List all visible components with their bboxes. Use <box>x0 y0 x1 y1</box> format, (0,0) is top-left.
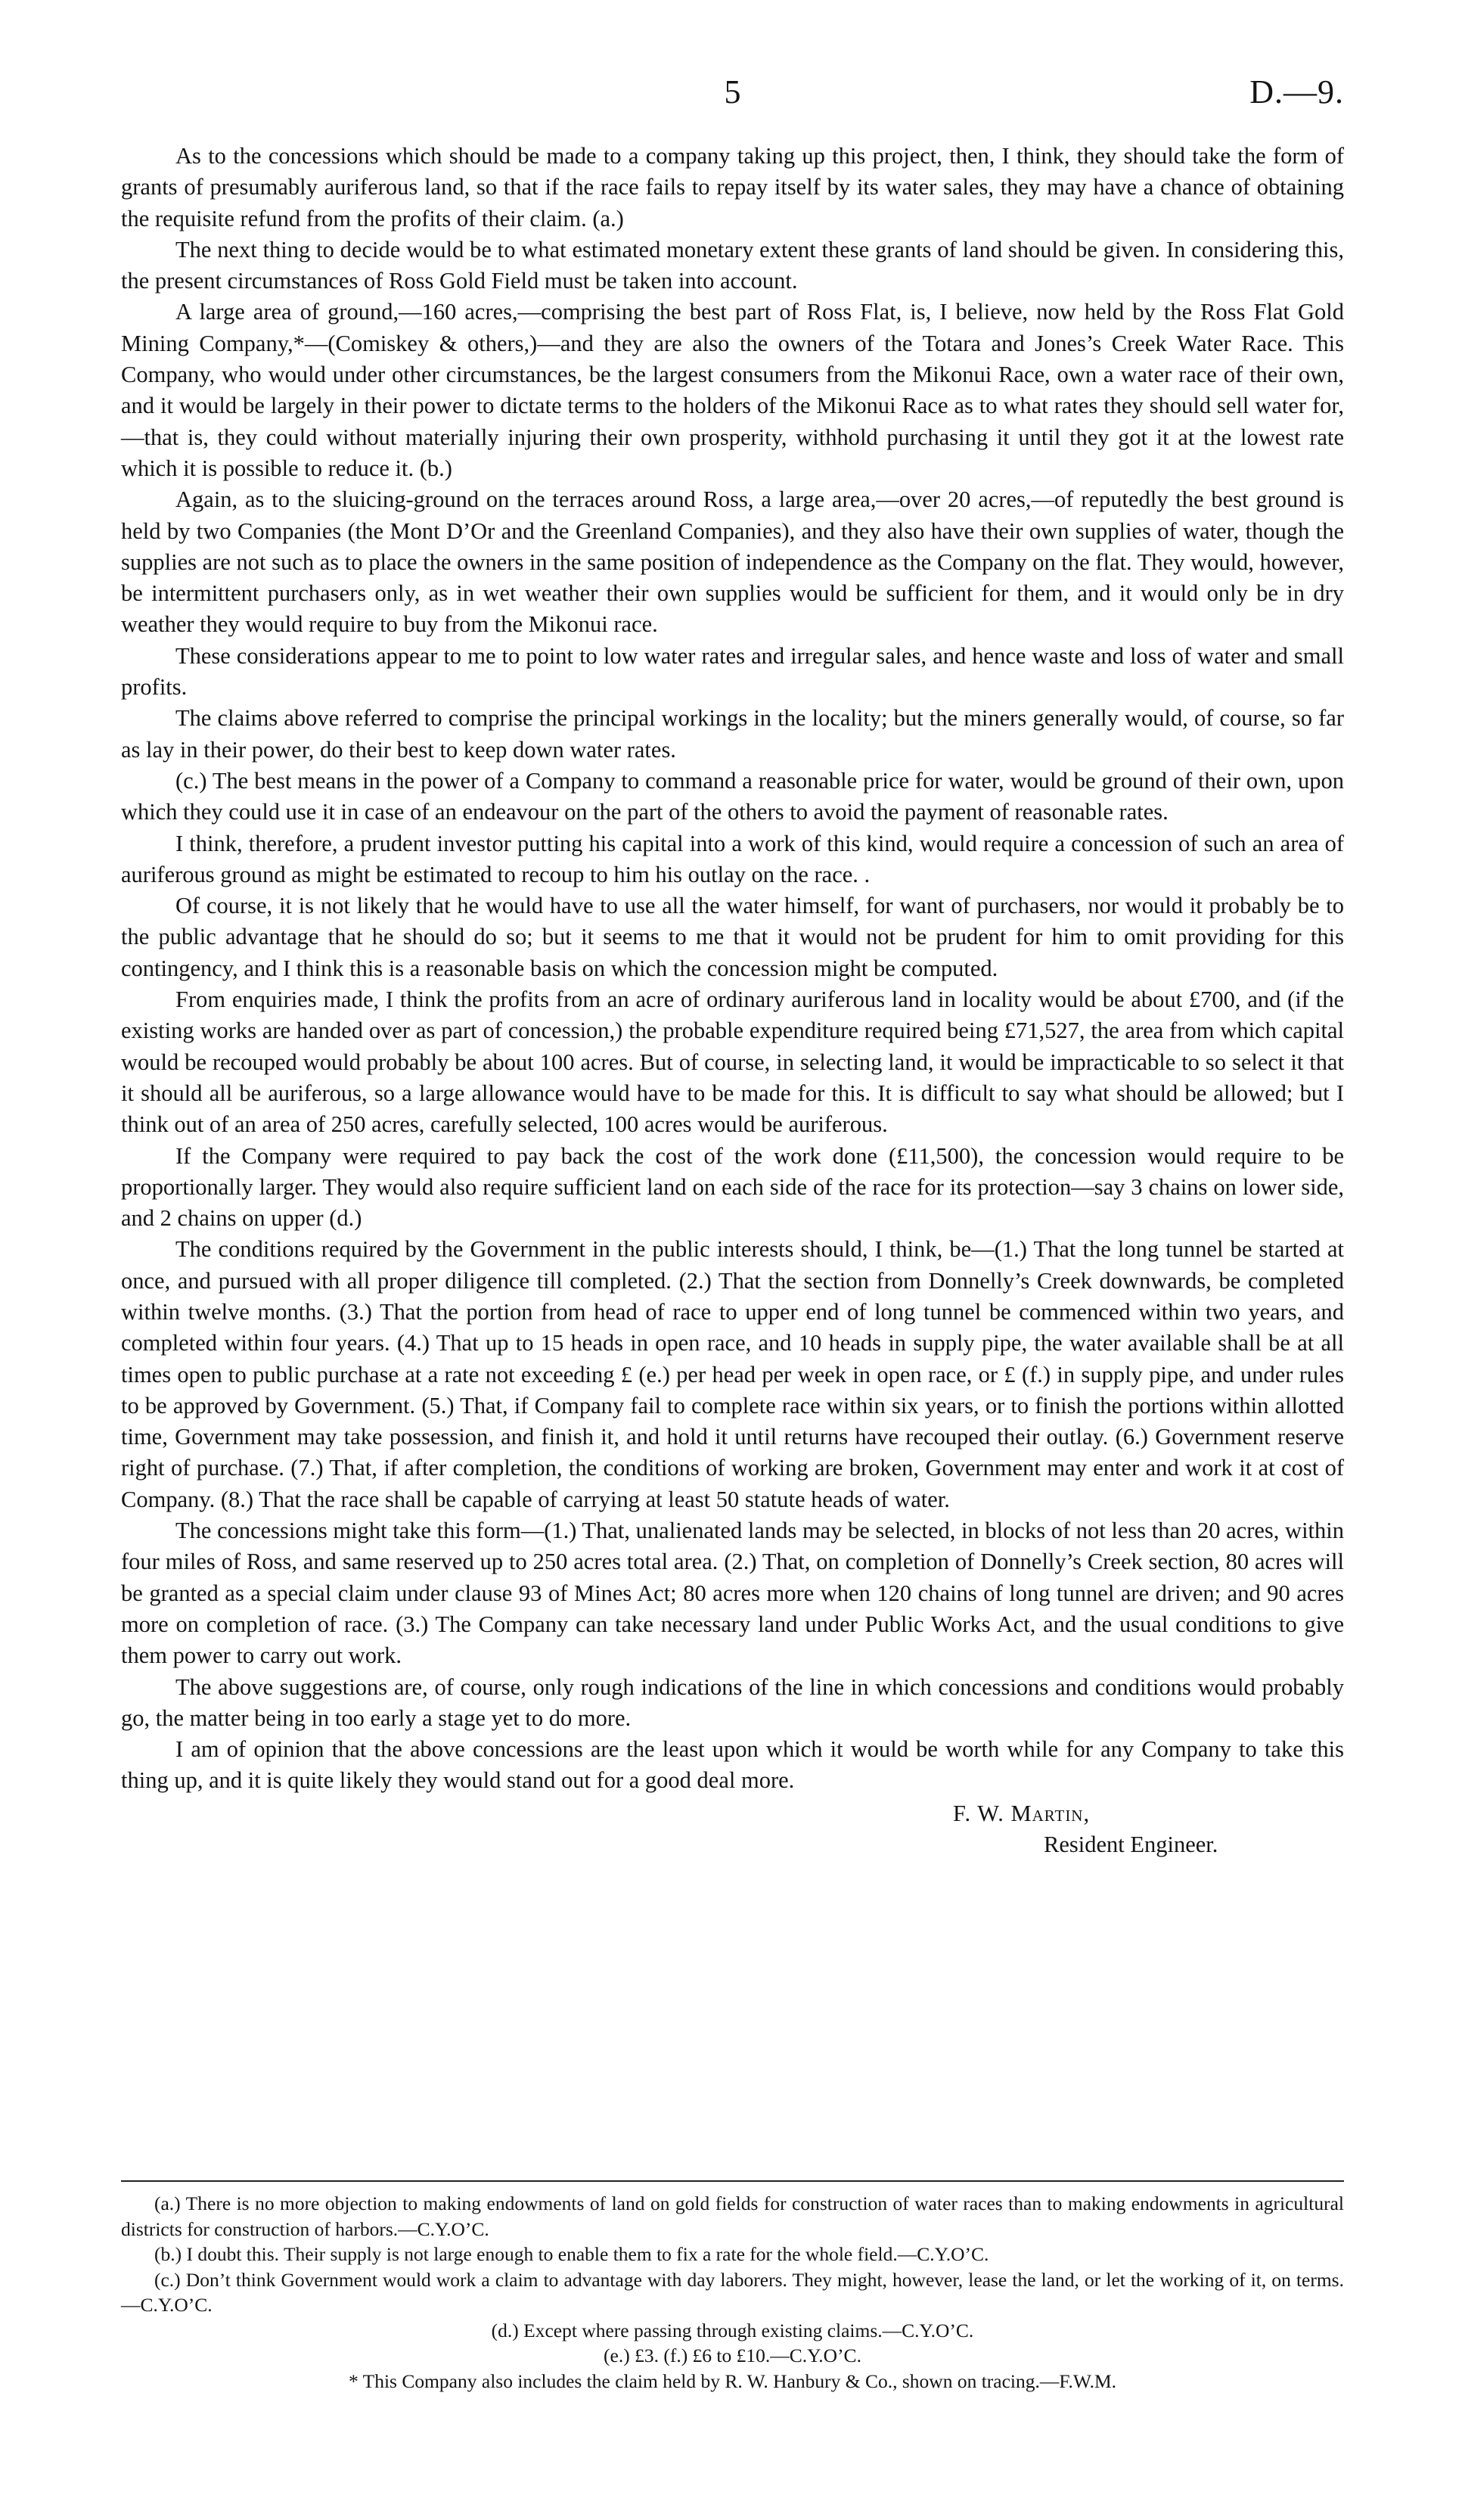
page-header <box>121 70 1344 115</box>
body-text <box>121 141 1344 1860</box>
paragraph: The conditions required by the Government in the public interests should, I think, be—(1.) That the long tunnel be started at once, and pursued with all proper diligence till completed. (2.) That the section from Donnelly’s Creek downwards, be completed within twelve months. (3.) That the portion from head of race to upper end of long tunnel be commenced within two years, and completed within four years. (4.) That up to 15 heads in open race, and 10 heads in supply pipe, the water available shall be at all times open to public purchase at a rate not exceeding £ (e.) per head per week in open race, or £ (f.) in supply pipe, and under rules to be approved by Government. (5.) That, if Company fail to complete race within six years, or to finish the portions within allotted time, Government may take possession, and finish it, and hold it until returns have recouped their outlay. (6.) Government reserve right of purchase. (7.) That, if after completion, the conditions of working are broken, Government may enter and work it at cost of Company. (8.) That the race shall be capable of carrying at least 50 statute heads of water. <box>121 1236 1344 1512</box>
signature-block <box>121 1798 1344 1861</box>
paragraph: If the Company were required to pay back the cost of the work done (£11,500), the concession would require to be proportionally larger. They would also require sufficient land on each side of the race for its protection—say 3 chains on lower side, and 2 chains on upper (d.) <box>121 1142 1344 1232</box>
footnote: (c.) Don’t think Government would work a claim to advantage with day laborers. They might, however, lease the land, or let the working of it, on terms.—C.Y.O’C. <box>121 2268 1344 2316</box>
paragraph: Again, as to the sluicing-ground on the terraces around Ross, a large area,—over 20 acres,—of reputedly the best ground is held by two Companies (the Mont D’Or and the Greenland Companies), and they also have their own supplies of water, though the supplies are not such as to place the owners in the same position of independence as the Company on the flat. They would, however, be intermittent purchasers only, as in wet weather their own supplies would be sufficient for them, and it would only be in dry weather they would require to buy from the Mikonui race. <box>121 486 1344 638</box>
paragraph: These considerations appear to me to point to low water rates and irregular sales, and hence waste and loss of water and small profits. <box>121 642 1344 701</box>
paragraph: As to the concessions which should be made to a company taking up this project, then, I think, they should take the form of grants of presumably auriferous land, so that if the race fails to repay itself by its water sales, they may have a chance of obtaining the requisite refund from the profits of their claim. (a.) <box>121 143 1344 231</box>
paragraph: Of course, it is not likely that he would have to use all the water himself, for want of purchasers, nor would it probably be to the public advantage that he should do so; but it seems to me that it would not be prudent for him to omit providing for this contingency, and I think this is a reasonable basis on which the concession might be computed. <box>121 893 1344 981</box>
paragraph: From enquiries made, I think the profits from an acre of ordinary auriferous land in locality would be about £700, and (if the existing works are handed over as part of concession,) the probable expenditure required being £71,527, the area from which capital would be recouped would probably be about 100 acres. But of course, in selecting land, it would be impracticable to so select it that it should all be auriferous, so a large allowance would have to be made for this. It is difficult to say what should be allowed; but I think out of an area of 250 acres, carefully selected, 100 acres would be auriferous. <box>121 987 1344 1138</box>
paragraph: (c.) The best means in the power of a Company to command a reasonable price for water, would be ground of their own, upon which they could use it in case of an endeavour on the part of the others to avoid the payment of reasonable rates. <box>121 767 1344 825</box>
page-number: 5 <box>724 73 741 110</box>
paragraph: I think, therefore, a prudent investor putting his capital into a work of this kind, would require a concession of such an area of auriferous ground as might be estimated to recoup to him his outlay on the race. . <box>121 830 1344 887</box>
paragraph: The above suggestions are, of course, only rough indications of the line in which concessions and conditions would probably go, the matter being in too early a stage yet to do more. <box>121 1673 1344 1731</box>
footnotes <box>121 2191 1344 2394</box>
footnote: (b.) I doubt this. Their supply is not large enough to enable them to fix a rate for the whole field.—C.Y.O’C. <box>154 2243 989 2265</box>
signatory-title: Resident Engineer. <box>1044 1832 1218 1858</box>
signatory-name: F. W. Martin, <box>953 1800 1091 1826</box>
paragraph: A large area of ground,—160 acres,—comprising the best part of Ross Flat, is, I believe, now held by the Ross Flat Gold Mining Company,*—(Comiskey & others,)—and they are also the owners of the Totara and Jones’s Creek Water Race. This Company, who would under other circumstances, be the largest consumers from the Mikonui Race, own a water race of their own, and it would be largely in their power to dictate terms to the holders of the Mikonui Race as to what rates they should sell water for,—that is, they could without materially injuring their own prosperity, withhold purchasing it until they got it at the lowest rate which it is possible to reduce it. (b.) <box>121 299 1344 481</box>
footnote: (d.) Except where passing through existing claims.—C.Y.O’C. <box>491 2319 974 2341</box>
paragraph: I am of opinion that the above concessions are the least upon which it would be worth while for any Company to take this thing up, and it is quite likely they would stand out for a good deal more. <box>121 1736 1344 1794</box>
paragraph: The concessions might take this form—(1.) That, unalienated lands may be selected, in blocks of not less than 20 acres, within four miles of Ross, and same reserved up to 250 acres total area. (2.) That, on completion of Donnelly’s Creek section, 80 acres will be granted as a special claim under clause 93 of Mines Act; 80 acres more when 120 chains of long tunnel are driven; and 90 acres more on completion of race. (3.) The Company can take necessary land under Public Works Act, and the usual conditions to give them power to carry out work. <box>121 1518 1344 1669</box>
paragraph: The claims above referred to comprise the principal workings in the locality; but the miners generally would, of course, so far as lay in their power, do their best to keep down water rates. <box>121 705 1344 763</box>
footnote: (a.) There is no more objection to making endowments of land on gold fields for construction of water races than to making endowments in agricultural districts for construction of harbors.—C.Y.O’C. <box>121 2192 1344 2240</box>
footnote-divider <box>121 2180 1344 2182</box>
footnote: (e.) £3. (f.) £6 to £10.—C.Y.O’C. <box>604 2344 861 2366</box>
footnote: * This Company also includes the claim held by R. W. Hanbury & Co., shown on tracing.—F.W.M. <box>348 2369 1117 2392</box>
paragraph: The next thing to decide would be to what estimated monetary extent these grants of land should be given. In considering this, the present circumstances of Ross Gold Field must be taken into account. <box>121 236 1344 294</box>
document-reference: D.—9. <box>1249 73 1344 110</box>
